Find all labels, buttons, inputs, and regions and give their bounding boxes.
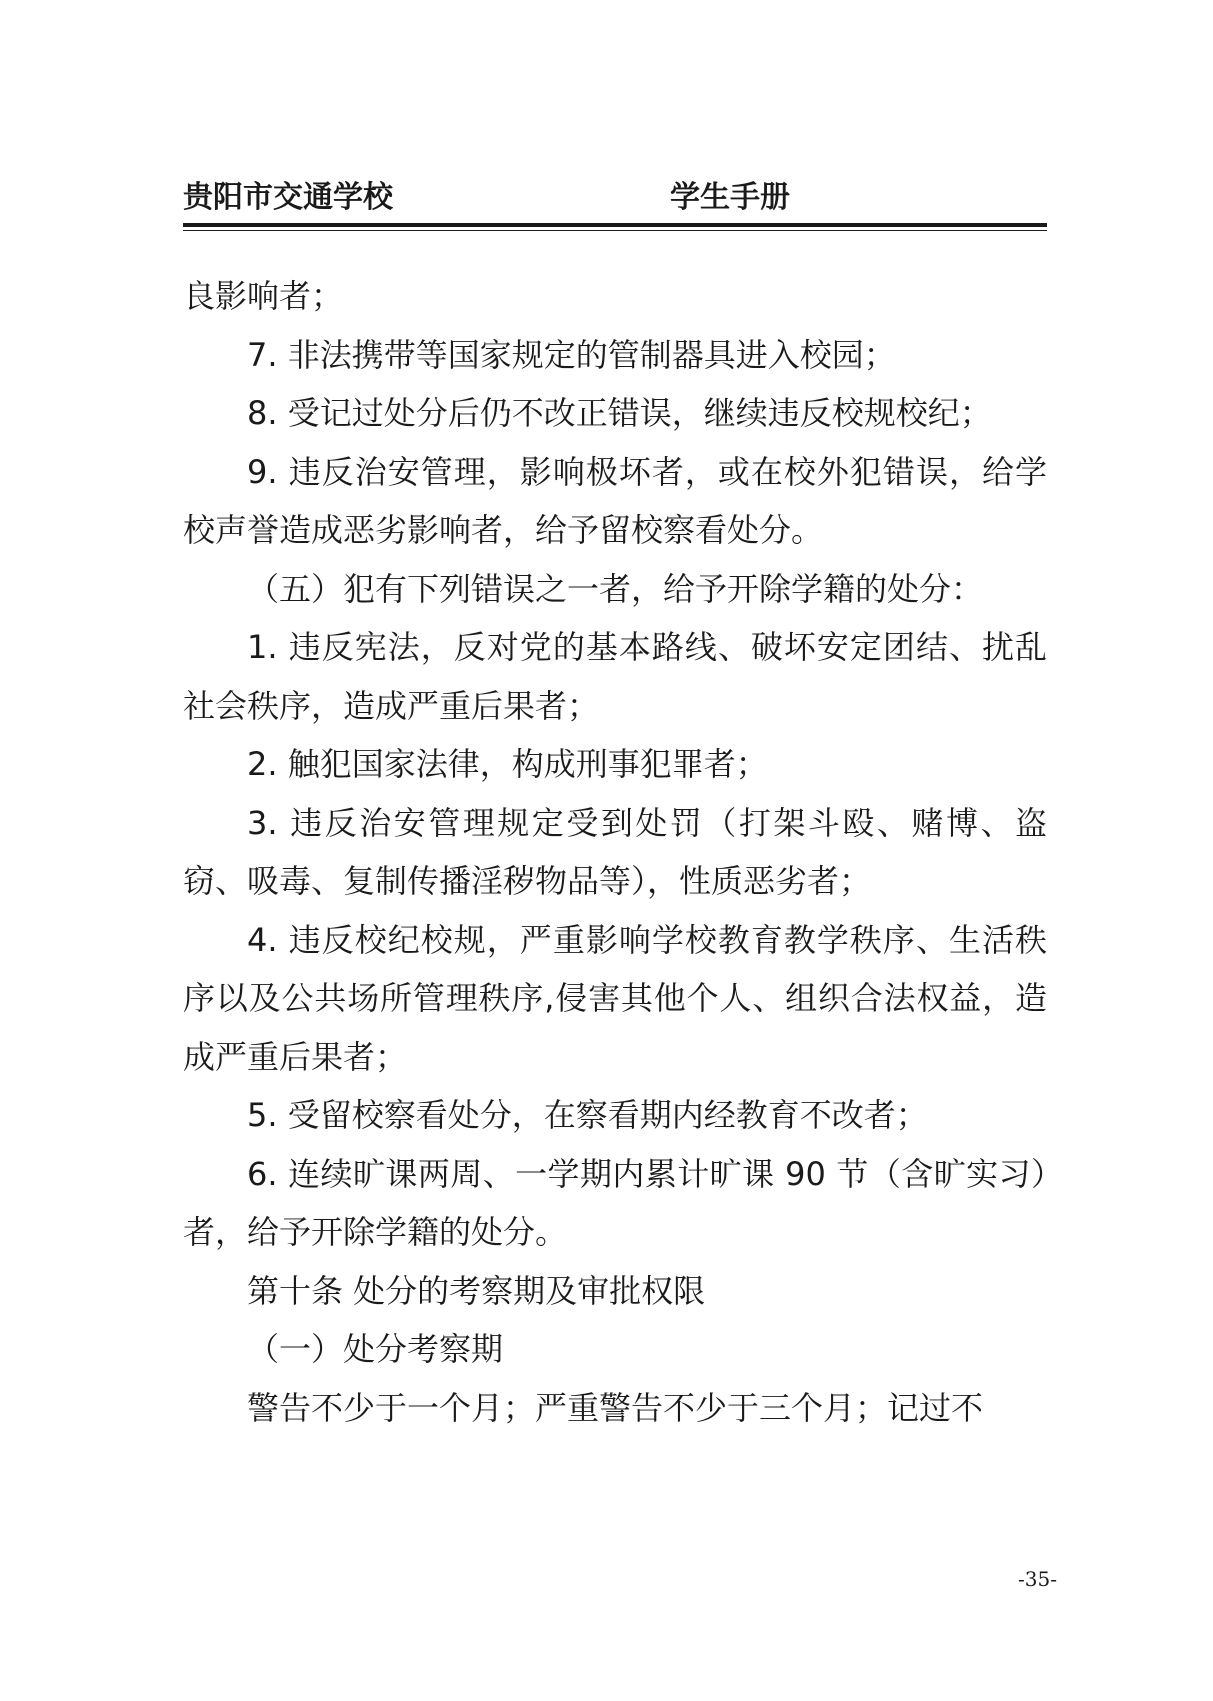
header-school-name: 贵阳市交通学校 xyxy=(183,180,393,215)
paragraph: 6. 连续旷课两周、一学期内累计旷课 90 节（含旷实习）者，给予开除学籍的处分。 xyxy=(183,1154,1047,1251)
paragraph: 4. 违反校纪校规，严重影响学校教育教学秩序、生活秩序以及公共场所管理秩序,侵害其他个人、组织合法权益，造成严重后果者； xyxy=(183,920,1047,1076)
header-divider-thin xyxy=(183,230,1047,231)
paragraph: 5. 受留校察看处分，在察看期内经教育不改者； xyxy=(247,1096,928,1134)
paragraph: 9. 违反治安管理，影响极坏者，或在校外犯错误，给学校声誉造成恶劣影响者，给予留校察看处分。 xyxy=(183,452,1047,549)
section-heading: （一）处分考察期 xyxy=(247,1330,504,1368)
section-heading: （五）犯有下列错误之一者，给予开除学籍的处分： xyxy=(247,569,984,608)
body-text xyxy=(183,267,1047,1437)
paragraph: 3. 违反治安管理规定受到处罚（打架斗殴、赌博、盗窃、吸毒、复制传播淫秽物品等），性质恶劣者； xyxy=(183,803,1047,900)
paragraph: 7. 非法携带等国家规定的管制器具进入校园； xyxy=(247,335,896,374)
header-handbook-title: 学生手册 xyxy=(670,180,790,215)
paragraph: 良影响者； xyxy=(183,277,344,315)
paragraph: 2. 触犯国家法律，构成刑事犯罪者； xyxy=(247,745,768,783)
paragraph: 1. 违反宪法，反对党的基本路线、破坏安定团结、扰乱社会秩序，造成严重后果者； xyxy=(183,628,1047,725)
page-number: -35- xyxy=(1018,1567,1057,1591)
paragraph: 警告不少于一个月；严重警告不少于三个月；记过不 xyxy=(247,1388,984,1427)
paragraph: 8. 受记过处分后仍不改正错误，继续违反校规校纪； xyxy=(247,394,992,432)
article-heading: 第十条 处分的考察期及审批权限 xyxy=(247,1271,706,1310)
page-header xyxy=(183,178,1047,228)
header-divider-thick xyxy=(183,223,1047,227)
